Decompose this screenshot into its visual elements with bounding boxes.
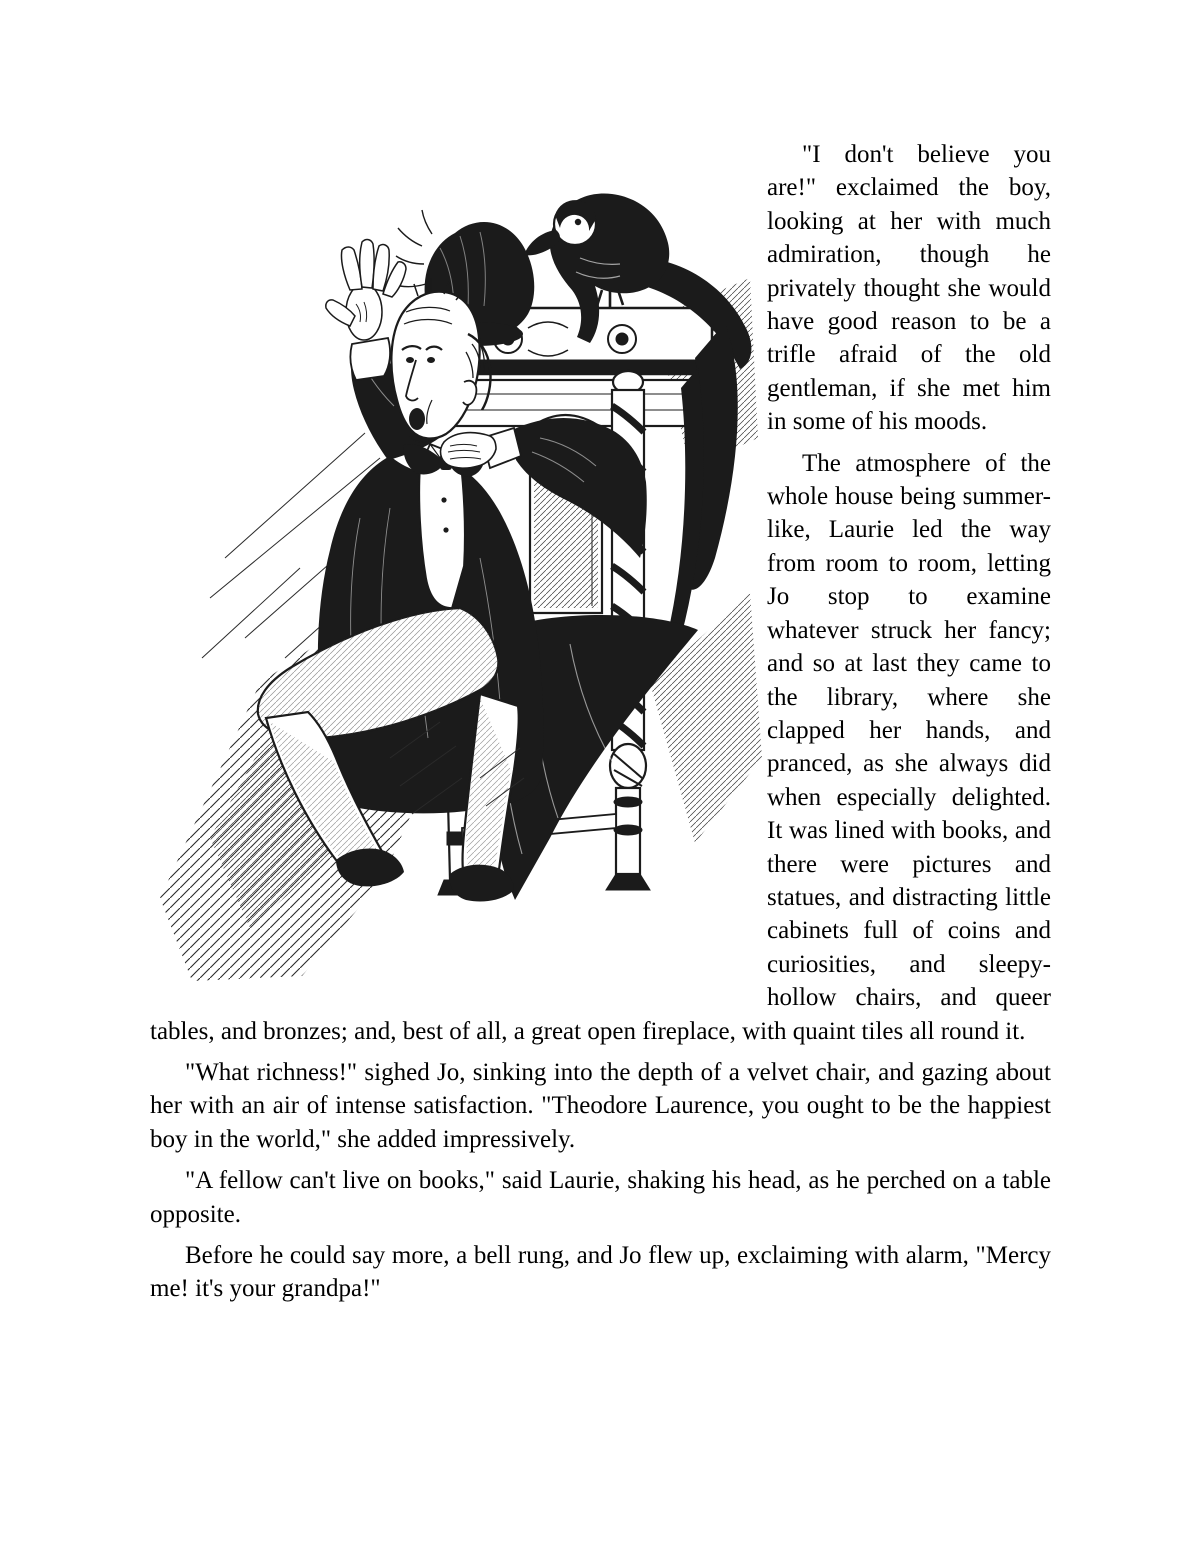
paragraph-1: "I don't believe you are!" exclaimed the boy, looking at her with much admiration, though he privately thought she would have good reason to be a trifle afraid of the old gentleman, if she met him in some of his moods. [767,141,1051,436]
page-content [150,138,1051,1314]
paragraph-4: "A fellow can't live on books," said Laurie, shaking his head, as he perched on a table opposite. [150,1167,1051,1228]
chest-hand [441,428,521,468]
raised-hand [326,240,406,340]
paragraph-3: "What richness!" sighed Jo, sinking into the depth of a velvet chair, and gazing about her with an air of intense satisfaction. "Theodore Laurence, you ought to be the happiest boy in the world," she added impressively. [150,1058,1051,1153]
paragraph-2: The atmosphere of the whole house being summer-like, Laurie led the way from room to room, letting Jo stop to examine whatever struck her fancy; and so at last they came to the library, where she clapped her hands, and pranced, as she always did when especially delighted. It was lined with books, and there were pictures and statues, and distracting little cabinets full of coins and curiosities, and sleepy-hollow chairs, and queer tables, and bronzes; and, best of all, a great open fireplace, with quaint tiles all round it. [150,449,1051,1045]
paragraph-5: Before he could say more, a bell rung, and Jo flew up, exclaiming with alarm, "Mercy me! it's your grandpa!" [150,1242,1051,1303]
engraving-illustration [150,138,767,1010]
old-gentleman-parrot-engraving [150,138,767,1010]
